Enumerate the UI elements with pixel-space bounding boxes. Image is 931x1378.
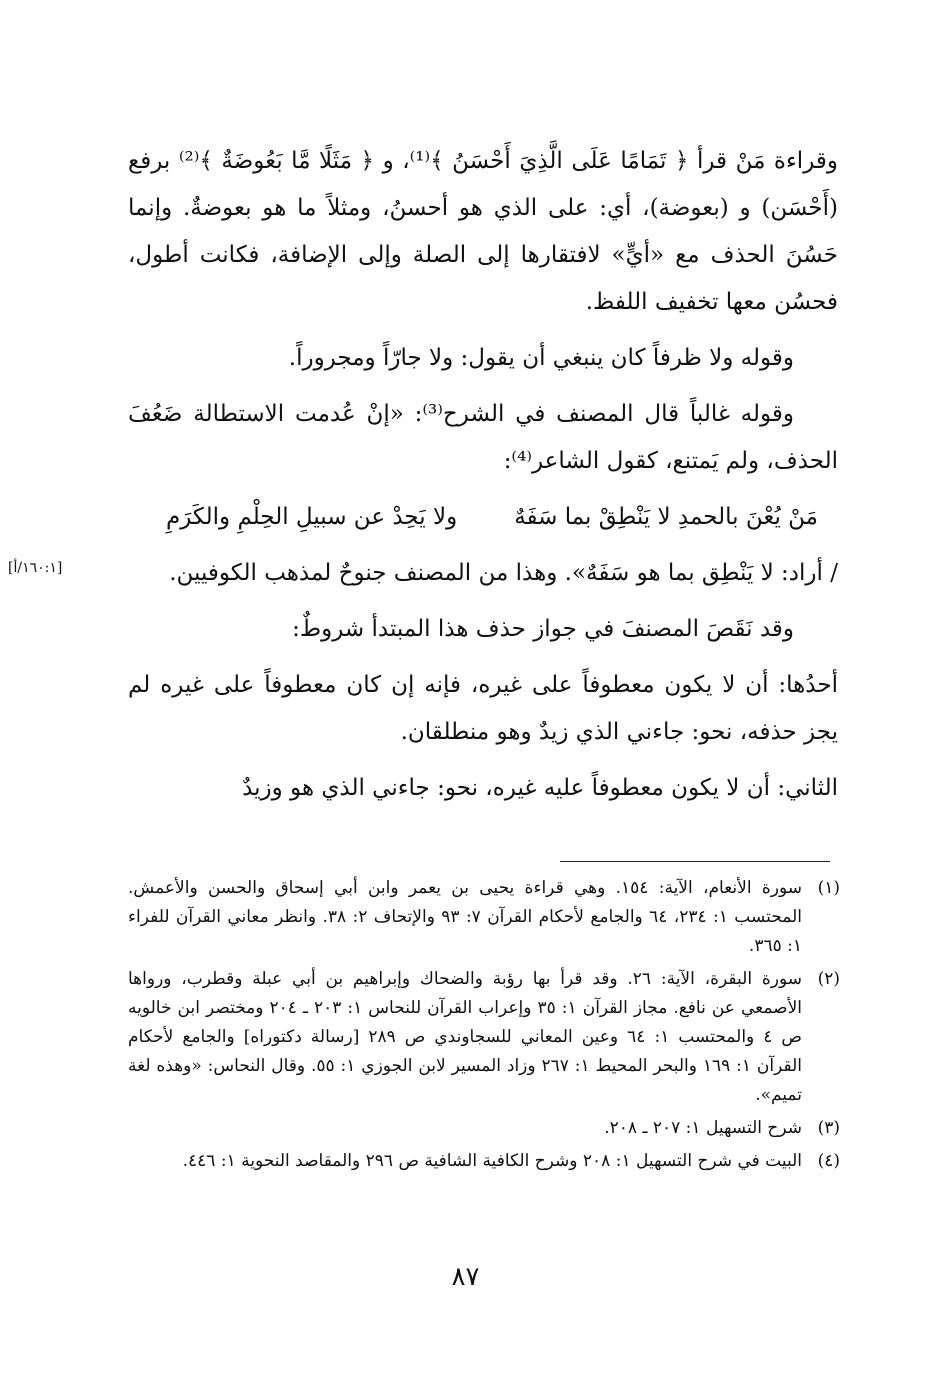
footnote-text: سورة الأنعام، الآية: ١٥٤. وهي قراءة يحيى بن يعمر وابن أبي إسحاق والحسن والأعمش. المحتسب ١: ٢٣٤، ٦٤ والجامع لأحكام القرآن ٧: ٩٣ والإتحاف ٢: ٣٨. وانظر معاني القرآن للفراء ١: ٣٦٥. xyxy=(128,878,802,956)
manuscript-margin-reference: [١٦٠:١/أ] xyxy=(8,560,63,576)
paragraph-zarf: وقوله ولا ظرفاً كان ينبغي أن يقول: ولا جارّاً ومجروراً. xyxy=(288,345,794,371)
page-number: ٨٧ xyxy=(451,1262,480,1292)
footnote-text: سورة البقرة، الآية: ٢٦. وقد قرأ بها رؤبة والضحاك وإبراهيم بن أبي عبلة وقطرب، ورواها الأصمعي عن نافع. مجاز القرآن ١: ٣٥ وإعراب القرآن للنحاس ١: ٢٠٣ ـ ٢٠٤ ومختصر ابن خالويه ص ٤ والمحتسب ١: ٦٤ وعين المعاني للسجاوندي ص ٢٨٩ [رسالة دكتوراه] والجامع لأحكام القرآن ١: ١٦٩ والبحر المحيط ١: ٢٦٧ وزاد المسير لابن الجوزي ١: ٥٥. وقال النحاس: «وهذه لغة تميم». xyxy=(128,969,803,1105)
footnotes-section xyxy=(128,874,840,1180)
paragraph-quran-readings: وقراءة مَنْ قرأ ﴿ تَمَامًا عَلَى الَّذِيَ أَحْسَنُ ﴾⁽¹⁾، و ﴿ مَثَلًا مَّا بَعُوضَةٌ ﴾⁽²⁾ برفع (أَحْسَن) و (بعوضة)، أي: على الذي هو أحسنُ، ومثلاً ما هو بعوضةٌ. وإنما حَسُنَ الحذف مع «أيٍّ» لافتقارها إلى الصلة وإلى الإضافة، فكانت أطول، فحسُن معها تخفيف اللفظ. xyxy=(128,148,838,315)
main-text-block xyxy=(128,138,838,812)
footnote-number: (٢) xyxy=(817,969,840,989)
paragraph-condition-first: أحدُها: أن لا يكون معطوفاً على غيره، فإنه إن كان معطوفاً على غيره لم يجز حذفه، نحو: جاءني الذي زيدٌ وهو منطلقان. xyxy=(128,672,838,745)
footnote-item xyxy=(128,1147,840,1176)
poetry-verse xyxy=(128,494,838,541)
footnote-item xyxy=(128,1114,840,1143)
footnote-number: (٣) xyxy=(817,1118,840,1138)
footnote-item xyxy=(128,874,840,961)
footnote-text: شرح التسهيل ١: ٢٠٧ ـ ٢٠٨. xyxy=(604,1118,802,1138)
paragraph-kufiyyin: / أراد: لا يَنْطِق بما هو سَفَهٌ». وهذا من المصنف جنوحٌ لمذهب الكوفيين. xyxy=(169,560,838,586)
verse-first-hemistich: مَنْ يُعْنَ بالحمدِ لا يَنْطِقْ بما سَفَهٌ xyxy=(514,504,818,530)
paragraph-conditions-intro: وقد نَقَصَ المصنفَ في جواز حذف هذا المبتدأ شروطٌ: xyxy=(292,616,794,642)
footnote-item xyxy=(128,965,840,1110)
footnote-number: (٤) xyxy=(817,1151,840,1171)
paragraph-ghaliban: وقوله غالباً قال المصنف في الشرح⁽³⁾: «إنْ عُدمت الاستطالة ضَعُفَ الحذف، ولم يَمتنع، كقول الشاعر⁽⁴⁾: xyxy=(128,401,838,474)
footnote-number: (١) xyxy=(817,878,840,898)
footnote-divider xyxy=(560,861,830,862)
footnote-text: البيت في شرح التسهيل ١: ٢٠٨ وشرح الكافية الشافية ص ٢٩٦ والمقاصد النحوية ١: ٤٤٦. xyxy=(182,1151,802,1171)
paragraph-condition-second: الثاني: أن لا يكون معطوفاً عليه غيره، نحو: جاءني الذي هو وزيدٌ xyxy=(242,775,838,801)
verse-second-hemistich: ولا يَحِدْ عن سبيلِ الحِلْمِ والكَرَمِ xyxy=(166,504,458,530)
